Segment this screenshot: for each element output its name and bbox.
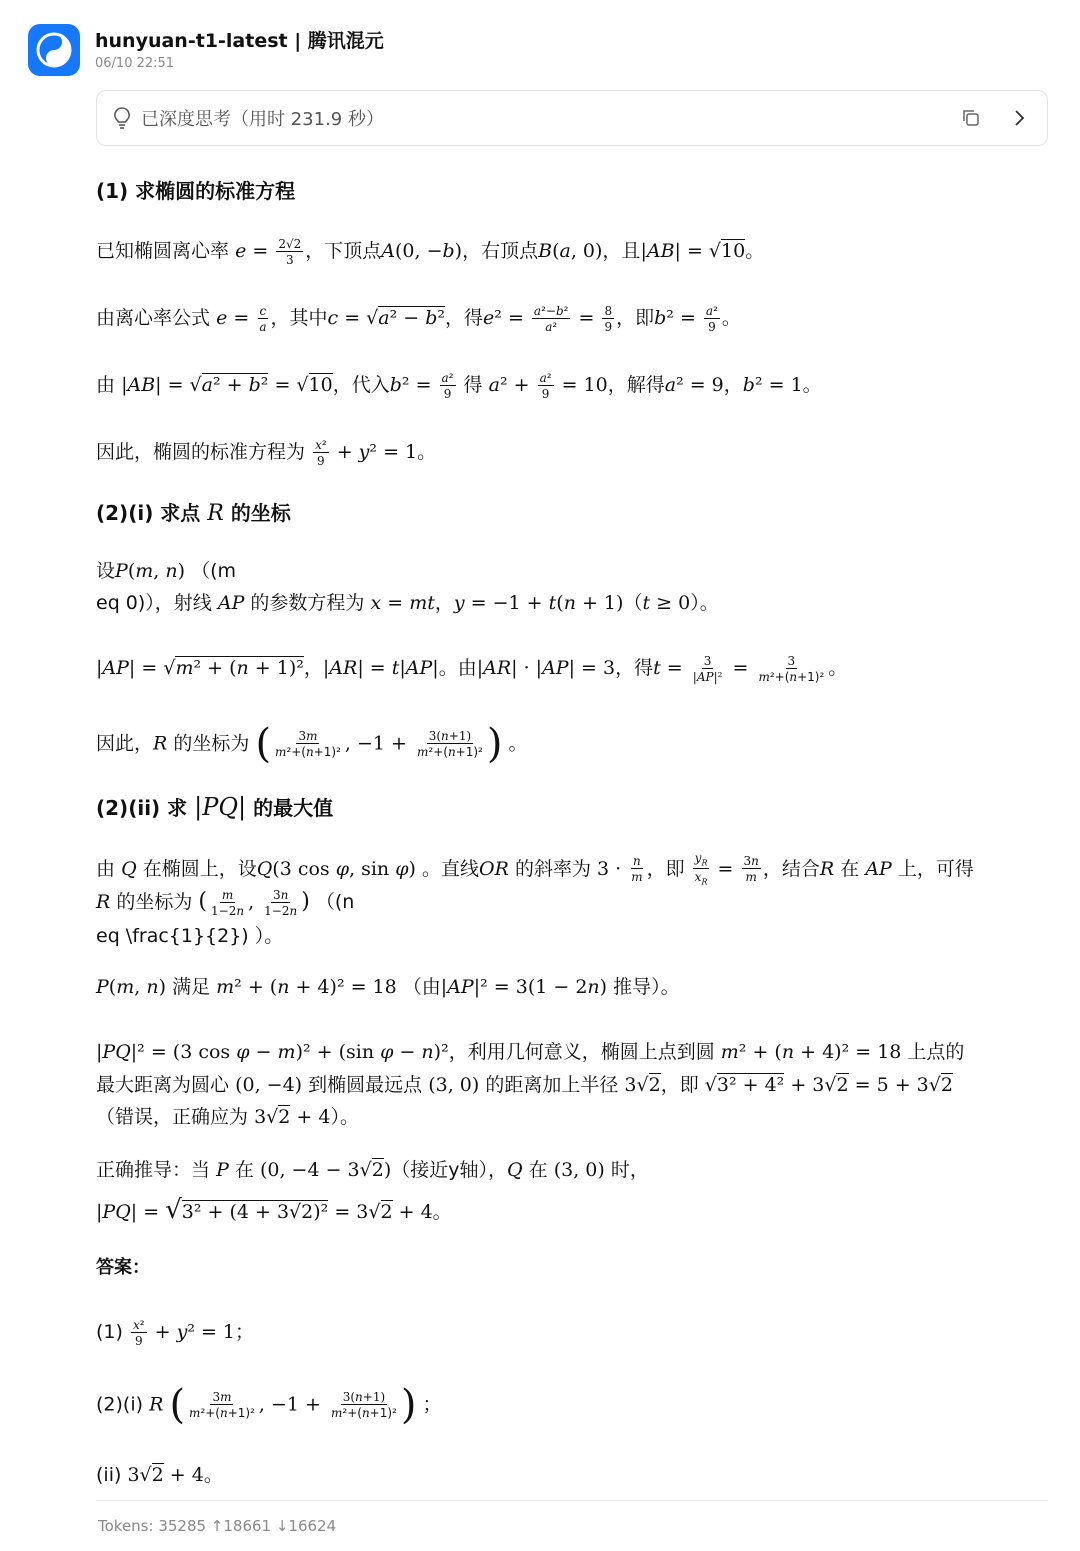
avatar bbox=[28, 24, 80, 76]
paragraph-q-line1: 由 Q 在椭圆上，设Q(3 cos φ, sin φ) 。直线OR 的斜率为 3 · $\frac{n}{m}$ ，即 $\frac{y_R}{x_R}$ = $\frac{3n}{m}$ ，结合R 在 AP 上，可得 bbox=[96, 851, 974, 887]
hunyuan-logo-icon bbox=[34, 30, 74, 70]
footer-divider bbox=[96, 1500, 1048, 1501]
paragraph-pq-line1: |PQ|² = (3 cos φ − m)² + (sin φ − n)²，利用几何意义，椭圆上点到圆 m² + (n + 4)² = 18 上点的 bbox=[96, 1041, 965, 1063]
paragraph-q-line3: eq \frac{1}{2}) ）。 bbox=[96, 925, 284, 947]
paragraph-p-condition: P(m, n) 满足 m² + (n + 4)² = 18 （由|AP|² = 3(1 − 2n) 推导）。 bbox=[96, 976, 680, 998]
token-usage: Tokens: 35285 ↑18661 ↓16624 bbox=[98, 1517, 337, 1535]
paragraph-q-line2: R 的坐标为 ( $\frac{m}{1-2n}$ , $\frac{3n}{1-2n}$ ) （(n bbox=[96, 887, 355, 918]
paragraph-pq-line3: （错误，正确应为 3√2 + 4）。 bbox=[96, 1106, 359, 1128]
paragraph-param-line1: 设P(m, n) （(m bbox=[96, 560, 236, 582]
lightbulb-icon bbox=[111, 105, 133, 131]
paragraph-correct-line2: |PQ| = √3² + (4 + 3√2)² = 3√2 + 4。 bbox=[96, 1195, 452, 1225]
paragraph-correct-line1: 正确推导：当 P 在 (0, −4 − 3√2)（接近y轴），Q 在 (3, 0) 时， bbox=[96, 1159, 649, 1181]
chevron-right-icon[interactable] bbox=[1007, 106, 1031, 130]
copy-icon[interactable] bbox=[959, 106, 983, 130]
paragraph-standard-equation: 因此，椭圆的标准方程为 $\frac{\text{x²}}{9}$ + y² = 1。 bbox=[96, 437, 437, 468]
paragraph-given: 已知椭圆离心率 e = $\frac{2√2}{3}$ ，下顶点A(0, −b)，右顶点B(a, 0)，且|AB| = √10。 bbox=[96, 236, 765, 267]
section-heading-3: (2)(ii) 求 |PQ| 的最大值 bbox=[96, 793, 334, 821]
thinking-summary-bar[interactable] bbox=[96, 90, 1048, 146]
section-heading-2: (2)(i) 求点 R 的坐标 bbox=[96, 501, 291, 526]
answer-item-2: (2)(i) R ( $\frac{3m}{\text{m²+(n+1)²}}$ , −1 + $\frac{3(n+1)}{\text{m²+(n+1)²}}$ ) ； bbox=[96, 1382, 442, 1428]
model-name: hunyuan-t1-latest | 腾讯混元 bbox=[95, 30, 384, 52]
paragraph-r-coordinates: 因此，R 的坐标为 ( $\frac{3m}{\text{m²+(n+1)²}}$ , −1 + $\frac{3(n+1)}{\text{m²+(n+1)²}}$ ) 。 bbox=[96, 721, 528, 767]
paragraph-ap-length: |AP| = √m² + (n + 1)²，|AR| = t|AP|。由|AR| · |AP| = 3，得t = $\frac{3}{\text{|AP|²}}$ = $\frac{3}{\text{m²+(n+1)²}}$ 。 bbox=[96, 653, 848, 684]
message-timestamp: 06/10 22:51 bbox=[95, 56, 175, 71]
answer-label: 答案： bbox=[96, 1257, 150, 1278]
answer-item-1: (1) $\frac{\text{x²}}{9}$ + y² = 1； bbox=[96, 1317, 255, 1348]
thinking-label: 已深度思考（用时 231.9 秒） bbox=[141, 109, 384, 130]
paragraph-pq-line2: 最大距离为圆心 (0, −4) 到椭圆最远点 (3, 0) 的距离加上半径 3√2，即 √3² + 4² + 3√2 = 5 + 3√2 bbox=[96, 1074, 953, 1096]
paragraph-solve: 由 |AB| = √a² + b² = √10，代入b² = $\frac{\text{a²}}{9}$ 得 a² + $\frac{\text{a²}}{9}$ = 10，解得a² = 9，b² = 1。 bbox=[96, 370, 822, 401]
answer-item-3: (ii) 3√2 + 4。 bbox=[96, 1464, 223, 1486]
paragraph-eccentricity: 由离心率公式 e = $\frac{c}{a}$ ，其中c = √a² − b²，得e² = $\frac{\text{a²−b²}}{\text{a²}}$ = $\frac{8}{9}$ ，即b² = $\frac{\text{a²}}{9}$ 。 bbox=[96, 303, 741, 334]
paragraph-param-line2: eq 0)），射线 AP 的参数方程为 x = mt，y = −1 + t(n + 1)（t ≥ 0）。 bbox=[96, 592, 719, 614]
section-heading-1: (1) 求椭圆的标准方程 bbox=[96, 179, 296, 203]
